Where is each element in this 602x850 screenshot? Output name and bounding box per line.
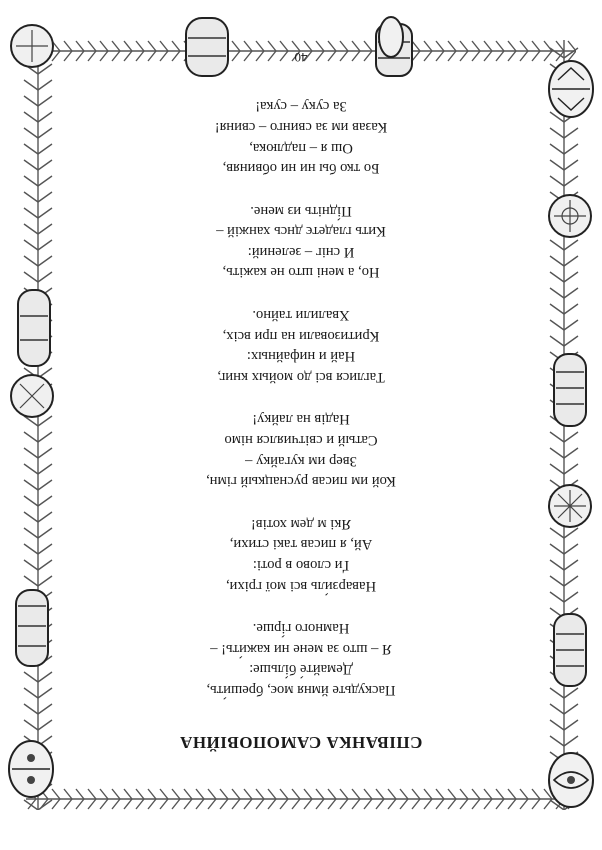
poem-line: За суку – сука! <box>255 98 347 115</box>
pysanka-egg-icon <box>6 738 56 800</box>
poem-line: Я – што за мене ни кажи́ть! – <box>210 640 392 657</box>
poem-line: Намного гі́рше. <box>252 620 350 637</box>
pysanka-egg-icon <box>546 58 596 120</box>
embroidered-ball-icon <box>8 372 56 420</box>
poem-line: Ай, я писав такі стихи, <box>229 536 373 553</box>
poem-line: Най и нифайных: <box>246 348 356 365</box>
poem-line: Хвалили тайно. <box>252 307 350 324</box>
poem-line: Пі́дніть из мене. <box>250 202 352 219</box>
poem-title: СПІВАНКА САМОПОВІЙНА <box>179 733 423 752</box>
poem-line: Критизовали на при всіх, <box>222 327 380 344</box>
stanza <box>88 305 514 387</box>
poem-line: Таглися всі до мойых книг, <box>217 368 385 385</box>
embroidered-ball-icon <box>8 22 56 70</box>
poem-line: Наварзи́ль всі мої гріхи, <box>225 577 377 594</box>
carved-gourd-icon <box>548 350 592 430</box>
poem-line: Ош я – падлюка, <box>249 139 353 156</box>
page-number: 40 <box>294 50 308 65</box>
poem-line: Ґи слово в роті: <box>252 557 350 574</box>
poem-line: Бо тко бы ни ни обвиняв, <box>222 160 380 177</box>
embroidered-ball-icon <box>546 482 594 530</box>
carved-gourd-icon <box>548 610 592 690</box>
stanza <box>88 409 514 491</box>
poem-line: Казав им за свинго – свиня! <box>214 118 388 135</box>
poem-line: Но, а мені што не кажіть, <box>222 264 380 281</box>
poem-line: Звер им кугайку – <box>245 452 357 469</box>
poem-line: Надів на лайку! <box>252 411 350 428</box>
carved-gourd-icon <box>10 586 54 670</box>
poem-line: И сніг – зелений: <box>247 243 355 260</box>
stanza <box>88 96 514 178</box>
poem-line: Демайте́ бі́льше: <box>249 661 353 678</box>
poem-line: Кой им писав руснацкый гімн, <box>206 473 396 490</box>
fir-branch-border-right <box>18 40 58 810</box>
carved-gourd-icon <box>12 286 56 370</box>
poem-line: Паскудьте ймня моє, бреши́ть, <box>206 682 396 698</box>
stanza <box>88 200 514 282</box>
carved-gourd-icon <box>182 14 232 80</box>
poem-content <box>88 50 514 790</box>
poem-line: Які м дем хотів! <box>250 515 352 532</box>
stanza <box>88 513 514 595</box>
poem-line: Кить гладетє днсь ханжій – <box>216 223 386 240</box>
stanza <box>88 618 514 700</box>
poem-line: Сатый и світчиялся німо <box>224 432 378 449</box>
poem-body <box>88 74 514 700</box>
pysanka-egg-icon <box>546 750 596 810</box>
embroidered-ball-icon <box>546 192 594 240</box>
